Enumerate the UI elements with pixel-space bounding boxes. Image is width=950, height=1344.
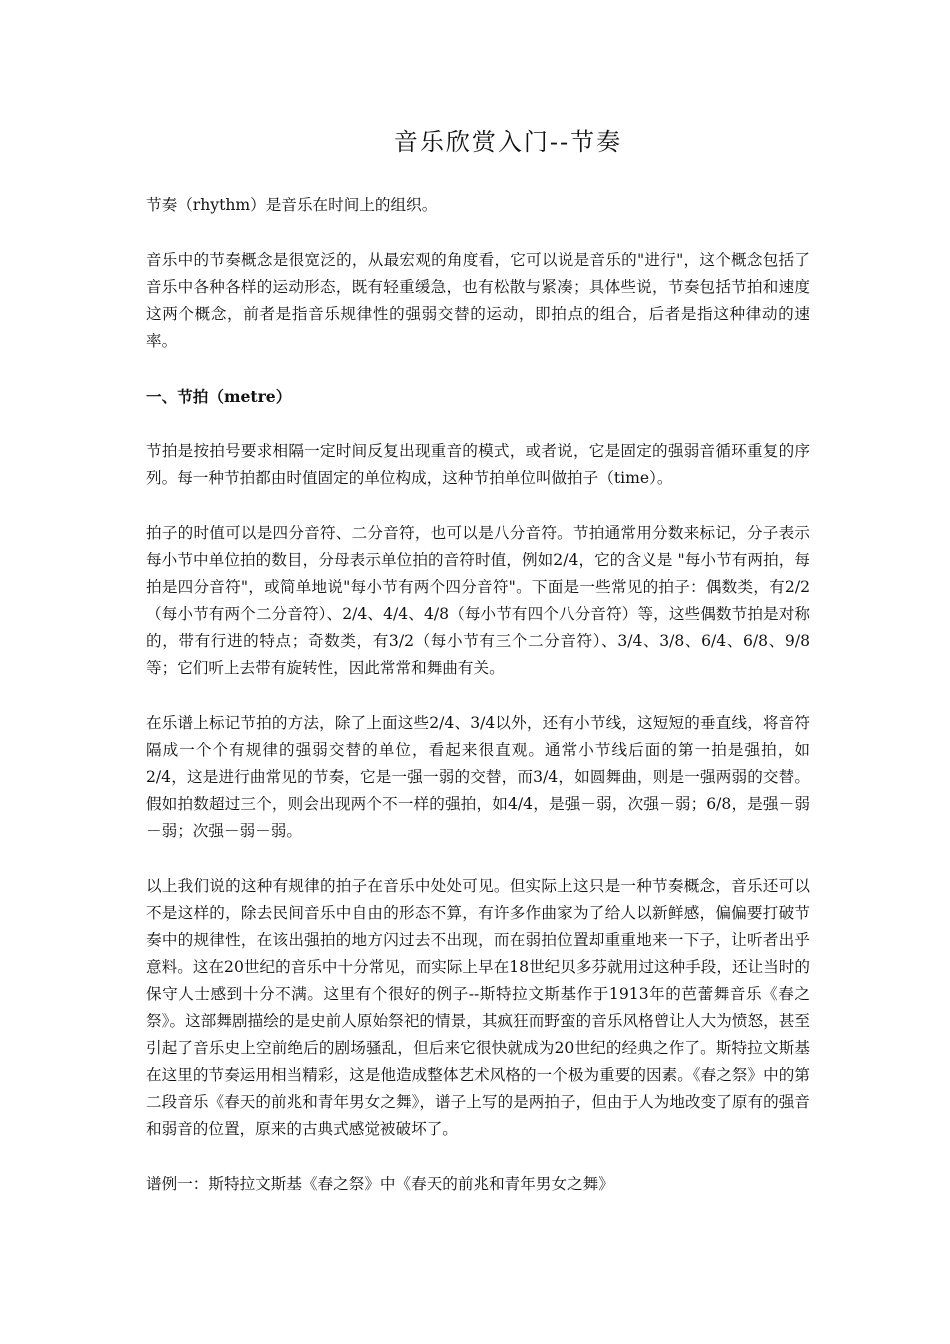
document-page: [146, 126, 810, 1226]
barline-paragraph: 在乐谱上标记节拍的方法，除了上面这些2/4、3/4以外，还有小节线，这短短的垂直线，将音符隔成一个个有规律的强弱交替的单位，看起来很直观。通常小节线后面的第一拍是强拍，如2/4，这是进行曲常见的节奏，它是一强一弱的交替，而3/4，如圆舞曲，则是一强两弱的交替。假如拍数超过三个，则会出现两个不一样的强拍，如4/4，是强－弱，次强－弱；6/8，是强－弱－弱；次强－弱－弱。: [146, 713, 810, 840]
metre-definition-paragraph: 节拍是按拍号要求相隔一定时间反复出现重音的模式，或者说，它是固定的强弱音循环重复的序列。每一种节拍都由时值固定的单位构成，这种节拍单位叫做拍子（time）。: [146, 441, 810, 487]
rhythm-concept-paragraph: 音乐中的节奏概念是很宽泛的，从最宏观的角度看，它可以说是音乐的"进行"，这个概念包括了音乐中各种各样的运动形态，既有轻重缓急，也有松散与紧凑；具体些说，节奏包括节拍和速度这两个概念，前者是指音乐规律性的强弱交替的运动，即拍点的组合，后者是指这种律动的速率。: [146, 250, 810, 350]
time-signature-paragraph: 拍子的时值可以是四分音符、二分音符，也可以是八分音符。节拍通常用分数来标记，分子表示每小节中单位拍的数目，分母表示单位拍的音符时值，例如2/4，它的含义是 "每小节有两拍，每拍是四分音符"，或简单地说"每小节有两个四分音符"。下面是一些常见的拍子：偶数类，有2/2（每小节有两个二分音符）、2/4、4/4、4/8（每小节有四个八分音符）等，这些偶数节拍是对称的，带有行进的特点；奇数类，有3/2（每小节有三个二分音符）、3/4、3/8、6/4、6/8、9/8等；它们听上去带有旋转性，因此常常和舞曲有关。: [146, 523, 810, 677]
score-example-caption: 谱例一：斯特拉文斯基《春之祭》中《春天的前兆和青年男女之舞》: [146, 1174, 614, 1193]
section-heading-metre: 一、节拍（metre）: [146, 386, 292, 406]
rite-of-spring-paragraph: 以上我们说的这种有规律的拍子在音乐中处处可见。但实际上这只是一种节奏概念，音乐还可以不是这样的，除去民间音乐中自由的形态不算，有许多作曲家为了给人以新鲜感，偏偏要打破节奏中的规律性，在该出强拍的地方闪过去不出现，而在弱拍位置却重重地来一下子，让听者出乎意料。这在20世纪的音乐中十分常见，而实际上早在18世纪贝多芬就用过这种手段，还让当时的保守人士感到十分不满。这里有个很好的例子--斯特拉文斯基作于1913年的芭蕾舞音乐《春之祭》。这部舞剧描绘的是史前人原始祭祀的情景，其疯狂而野蛮的音乐风格曾让人大为愤怒，甚至引起了音乐史上空前绝后的剧场骚乱，但后来它很快就成为20世纪的经典之作了。斯特拉文斯基在这里的节奏运用相当精彩，这是他造成整体艺术风格的一个极为重要的因素。《春之祭》中的第二段音乐《春天的前兆和青年男女之舞》，谱子上写的是两拍子，但由于人为地改变了原有的强音和弱音的位置，原来的古典式感觉被破坏了。: [146, 876, 810, 1138]
page-title: 音乐欣赏入门--节奏: [393, 128, 623, 156]
intro-paragraph: 节奏（rhythm）是音乐在时间上的组织。: [146, 195, 438, 214]
